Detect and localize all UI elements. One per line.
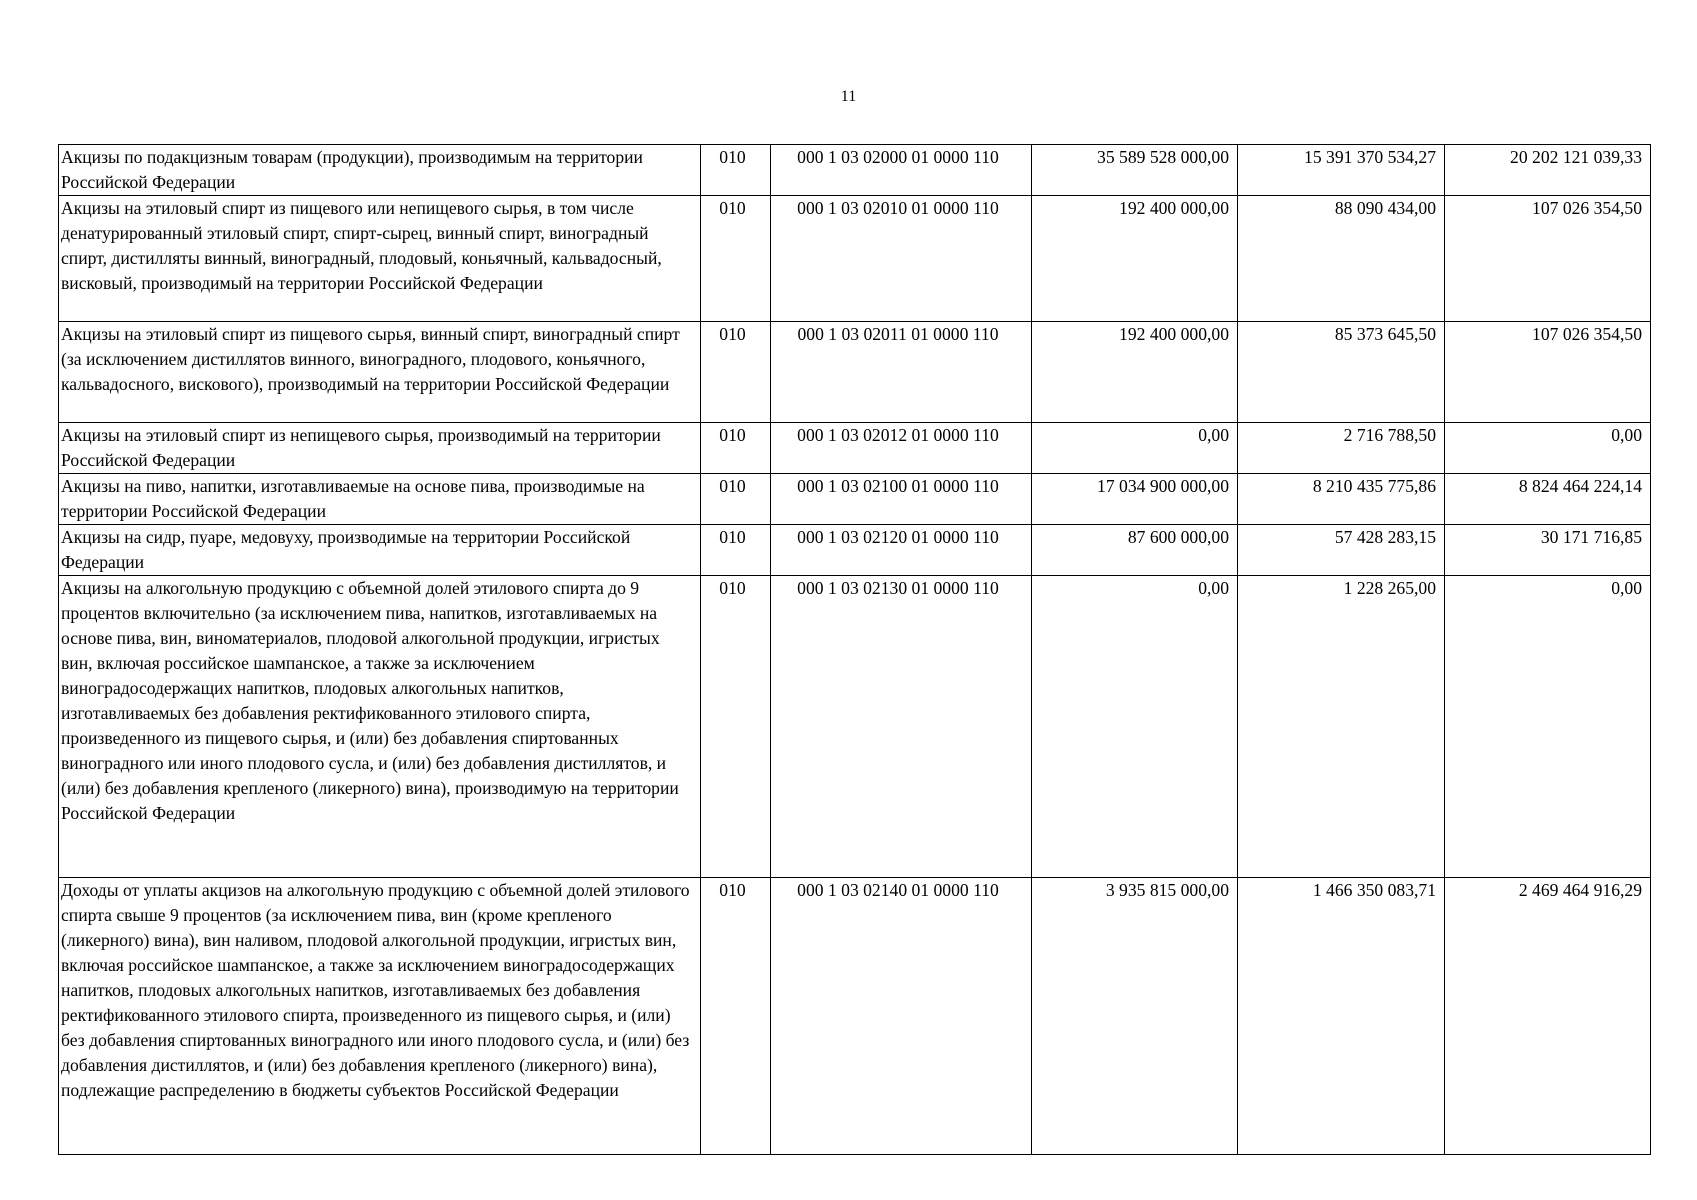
row-budget-code: 000 1 03 02140 01 0000 110 xyxy=(771,878,1032,1155)
row-line-code: 010 xyxy=(701,322,771,423)
revenue-table xyxy=(58,144,1651,1155)
row-budget-code: 000 1 03 02011 01 0000 110 xyxy=(771,322,1032,423)
row-unexecuted: 8 824 464 224,14 xyxy=(1445,474,1651,525)
row-executed: 88 090 434,00 xyxy=(1238,196,1445,322)
row-executed: 85 373 645,50 xyxy=(1238,322,1445,423)
row-line-code: 010 xyxy=(701,474,771,525)
row-executed: 57 428 283,15 xyxy=(1238,525,1445,576)
table-row xyxy=(59,145,1651,196)
page-number: 11 xyxy=(840,88,857,105)
row-approved: 0,00 xyxy=(1032,423,1238,474)
row-name: Доходы от уплаты акцизов на алкогольную продукцию с объемной долей этилового спирта свыше 9 процентов (за исключением пива, вин (кроме крепленого (ликерного) вина), вин наливом, плодовой алкогольной продукции, игристых вин, включая российское шампанское, а также за исключением виноградосодержащих напитков, плодовых алкогольных напитков, изготавливаемых без добавления ректификованного этилового спирта, произведенного из пищевого сырья, и (или) без добавления спиртованных виноградного или иного плодового сусла, и (или) без добавления дистиллятов, и (или) без добавления крепленого (ликерного) вина), подлежащие распределению в бюджеты субъектов Российской Федерации xyxy=(59,878,701,1155)
row-approved: 35 589 528 000,00 xyxy=(1032,145,1238,196)
table-row xyxy=(59,322,1651,423)
row-executed: 1 228 265,00 xyxy=(1238,576,1445,878)
row-unexecuted: 0,00 xyxy=(1445,423,1651,474)
row-budget-code: 000 1 03 02000 01 0000 110 xyxy=(771,145,1032,196)
row-approved: 192 400 000,00 xyxy=(1032,196,1238,322)
row-line-code: 010 xyxy=(701,423,771,474)
row-unexecuted: 107 026 354,50 xyxy=(1445,322,1651,423)
row-executed: 1 466 350 083,71 xyxy=(1238,878,1445,1155)
row-line-code: 010 xyxy=(701,525,771,576)
row-unexecuted: 107 026 354,50 xyxy=(1445,196,1651,322)
table-row xyxy=(59,423,1651,474)
table-row xyxy=(59,196,1651,322)
row-approved: 3 935 815 000,00 xyxy=(1032,878,1238,1155)
row-approved: 0,00 xyxy=(1032,576,1238,878)
row-line-code: 010 xyxy=(701,878,771,1155)
row-name: Акцизы на этиловый спирт из пищевого или непищевого сырья, в том числе денатурированный этиловый спирт, спирт-сырец, винный спирт, виноградный спирт, дистилляты винный, виноградный, плодовый, коньячный, кальвадосный, висковый, производимый на территории Российской Федерации xyxy=(59,196,701,322)
row-name: Акцизы на этиловый спирт из пищевого сырья, винный спирт, виноградный спирт (за исключением дистиллятов винного, виноградного, плодового, коньячного, кальвадосного, вискового), производимый на территории Российской Федерации xyxy=(59,322,701,423)
row-budget-code: 000 1 03 02100 01 0000 110 xyxy=(771,474,1032,525)
row-unexecuted: 30 171 716,85 xyxy=(1445,525,1651,576)
table-row xyxy=(59,576,1651,878)
row-line-code: 010 xyxy=(701,576,771,878)
row-name: Акцизы на алкогольную продукцию с объемной долей этилового спирта до 9 процентов включительно (за исключением пива, напитков, изготавливаемых на основе пива, вин, виноматериалов, плодовой алкогольной продукции, игристых вин, включая российское шампанское, а также за исключением виноградосодержащих напитков, плодовых алкогольных напитков, изготавливаемых без добавления ректификованного этилового спирта, произведенного из пищевого сырья, и (или) без добавления спиртованных виноградного или иного плодового сусла, и (или) без добавления дистиллятов, и (или) без добавления крепленого (ликерного) вина), производимую на территории Российской Федерации xyxy=(59,576,701,878)
row-unexecuted: 2 469 464 916,29 xyxy=(1445,878,1651,1155)
row-name: Акцизы на пиво, напитки, изготавливаемые на основе пива, производимые на территории Российской Федерации xyxy=(59,474,701,525)
row-executed: 15 391 370 534,27 xyxy=(1238,145,1445,196)
table-row xyxy=(59,474,1651,525)
row-approved: 17 034 900 000,00 xyxy=(1032,474,1238,525)
row-unexecuted: 0,00 xyxy=(1445,576,1651,878)
row-budget-code: 000 1 03 02130 01 0000 110 xyxy=(771,576,1032,878)
row-budget-code: 000 1 03 02012 01 0000 110 xyxy=(771,423,1032,474)
row-budget-code: 000 1 03 02010 01 0000 110 xyxy=(771,196,1032,322)
row-line-code: 010 xyxy=(701,145,771,196)
row-unexecuted: 20 202 121 039,33 xyxy=(1445,145,1651,196)
row-executed: 8 210 435 775,86 xyxy=(1238,474,1445,525)
row-approved: 87 600 000,00 xyxy=(1032,525,1238,576)
row-budget-code: 000 1 03 02120 01 0000 110 xyxy=(771,525,1032,576)
row-approved: 192 400 000,00 xyxy=(1032,322,1238,423)
row-line-code: 010 xyxy=(701,196,771,322)
row-name: Акцизы по подакцизным товарам (продукции), производимым на территории Российской Федерации xyxy=(59,145,701,196)
table-row xyxy=(59,878,1651,1155)
table-row xyxy=(59,525,1651,576)
row-name: Акцизы на сидр, пуаре, медовуху, производимые на территории Российской Федерации xyxy=(59,525,701,576)
row-executed: 2 716 788,50 xyxy=(1238,423,1445,474)
row-name: Акцизы на этиловый спирт из непищевого сырья, производимый на территории Российской Федерации xyxy=(59,423,701,474)
